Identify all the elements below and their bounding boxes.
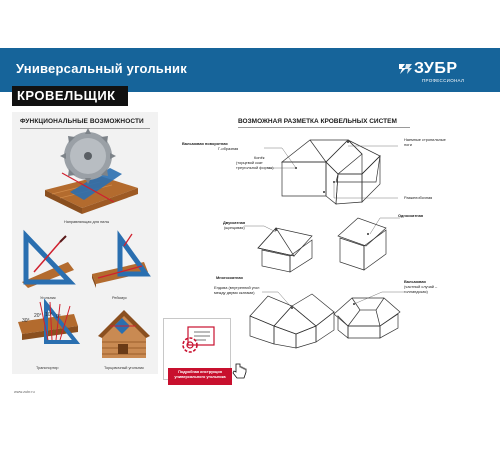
- label-konek-sub: (торцевой скат треугольной формы): [236, 160, 274, 170]
- label-valmovaya-sub: Г-образная: [218, 146, 239, 151]
- caption-square: Угольник: [40, 296, 56, 300]
- logo-sub: ПРОФЕССИОНАЛ: [422, 78, 465, 83]
- label-valmovaya2-title: Вальмовая: [404, 279, 426, 284]
- caption-miter-square: Торцовочный угольник: [104, 366, 144, 370]
- leader-lines-top: [222, 138, 402, 208]
- label-mnogoskatnaya-title: Многоскатная: [216, 275, 243, 280]
- label-mnogoskatnaya-sub: Ендова (внутренний угол между двумя скатами): [214, 285, 260, 295]
- saw-guide-icon: [40, 128, 140, 216]
- label-nayemnye: Наемные стропильные ноги: [404, 137, 446, 147]
- functions-title: ФУНКЦИОНАЛЬНЫЕ ВОЗМОЖНОСТИ: [20, 118, 144, 125]
- footer-url[interactable]: www.zubr.ru: [14, 390, 35, 394]
- label-odnoskatnaya: Односкатная: [398, 213, 424, 218]
- leader-hip: [352, 290, 404, 306]
- caption-marking-gauge: Рейсмус: [112, 296, 127, 300]
- leader-shed: [368, 216, 400, 236]
- gear-document-icon: [180, 325, 216, 357]
- square-icon: [20, 232, 76, 288]
- leader-gable: [244, 224, 284, 234]
- label-dvuskatnaya-title: Двускатная: [223, 220, 246, 225]
- caption-saw-guide: Направляющая для пилы: [64, 220, 110, 224]
- pointer-hand-icon: [232, 362, 248, 380]
- label-razzhelobochnaya: Разжелобочная: [404, 195, 433, 200]
- instruction-button-text: Подробная инструкция универсального угольника: [174, 370, 226, 379]
- caption-protractor: Транспортир: [36, 366, 59, 370]
- label-valmovaya-title: Вальмовая поворотная: [182, 141, 228, 146]
- protractor-mark-0: 0°: [56, 314, 61, 320]
- zubr-logo-icon: [398, 61, 413, 76]
- label-valmovaya2-sub: (частный случай – голландская): [404, 284, 438, 294]
- marking-gauge-icon: [92, 232, 148, 288]
- protractor-mark-10: 10°: [45, 312, 53, 318]
- protractor-mark-20: 20°: [34, 313, 42, 319]
- label-dvuskatnaya-sub: (щипцовая): [224, 225, 245, 230]
- roof-systems-divider: [238, 127, 410, 128]
- page-title: Универсальный угольник: [16, 61, 187, 76]
- brand-logo[interactable]: [398, 60, 488, 86]
- leader-multi: [262, 290, 296, 310]
- protractor-icon: [18, 300, 80, 348]
- logo-word: ЗУБР: [414, 60, 458, 77]
- miter-square-icon: [96, 308, 152, 360]
- instruction-button[interactable]: [168, 368, 232, 385]
- protractor-mark-30: 30°: [22, 318, 30, 324]
- roof-systems-title: ВОЗМОЖНАЯ РАЗМЕТКА КРОВЕЛЬНЫХ СИСТЕМ: [238, 118, 397, 125]
- label-konek-title: Конёк: [254, 155, 265, 160]
- subtitle-badge-text: КРОВЕЛЬЩИК: [17, 88, 116, 103]
- subtitle-badge: [12, 86, 128, 106]
